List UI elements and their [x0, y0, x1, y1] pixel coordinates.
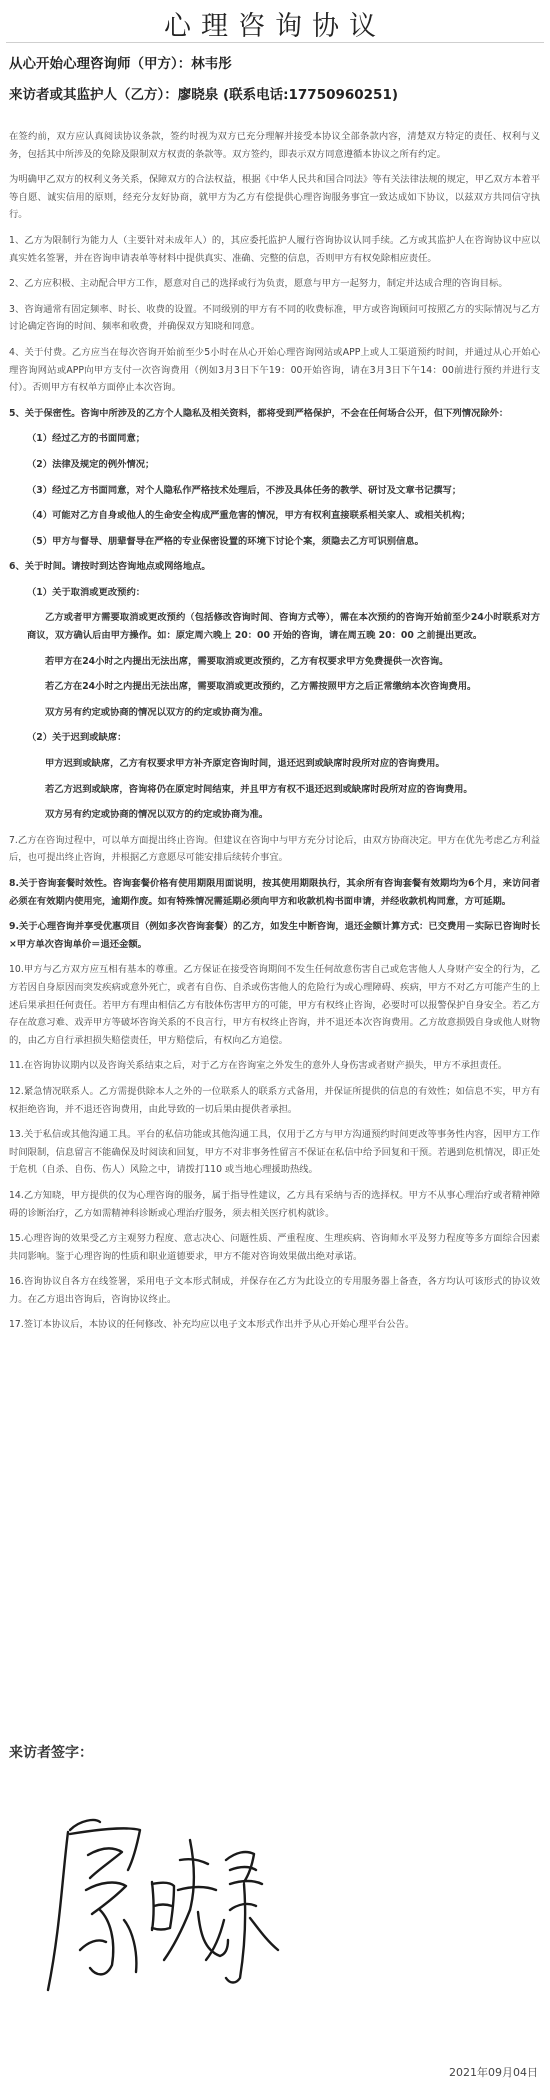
- clause-paragraph: 双方另有约定或协商的情况以双方的约定或协商为准。: [45, 809, 269, 821]
- clause-paragraph: 3、咨询通常有固定频率、时长、收费的设置。不同级别的甲方有不同的收费标准，甲方或咨询顾问可按照乙方的实际情况与乙方讨论确定咨询的时间、频率和收费，并确保双方知晓和同意。: [9, 303, 540, 333]
- clause-paragraph: 16.咨询协议自各方在线签署，采用电子文本形式制成，并保存在乙方为此设立的专用服务器上备查，各方均认可该形式的协议效力。在乙方退出咨询后，咨询协议终止。: [9, 1276, 540, 1305]
- clause-paragraph: 甲方迟到或缺席，乙方有权要求甲方补齐原定咨询时间，退还迟到或缺席时段所对应的咨询费用。: [45, 758, 445, 770]
- clause-paragraph: （5）甲方与督导、朋辈督导在严格的专业保密设置的环境下讨论个案，须隐去乙方可识别信息。: [27, 535, 424, 547]
- clause-paragraph: 14.乙方知晓，甲方提供的仅为心理咨询的服务，属于指导性建议，乙方具有采纳与否的选择权。甲方不从事心理治疗或者精神障碍的诊断治疗，乙方如需精神科诊断或心理治疗服务，须去相关医疗机构就诊。: [9, 1189, 540, 1219]
- clause-paragraph: 2、乙方应积极、主动配合甲方工作，愿意对自己的选择或行为负责，愿意与甲方一起努力，制定并达成合理的咨询目标。: [9, 278, 508, 290]
- clause-paragraph: （3）经过乙方书面同意，对个人隐私作严格技术处理后，不涉及具体任务的教学、研讨及文章书记撰写；: [27, 484, 462, 496]
- clause-paragraph: 乙方或者甲方需要取消或更改预约（包括修改咨询时间、咨询方式等），需在本次预约的咨询开始前至少24小时联系对方商议，双方确认后由甲方操作。如：原定周六晚上 20：00 开始的咨询，请在周五晚 20：00 之前提出更改。: [27, 612, 540, 642]
- clause-paragraph: 10.甲方与乙方双方应互相有基本的尊重。乙方保证在接受咨询期间不发生任何故意伤害自己或危害他人人身财产安全的行为，乙方若因自身原因而突发疾病或意外死亡，或者有自伤、自杀或伤害他人的危险行为或心理障碍、疾病，甲方不对乙方可能产生的上述后果承担任何责任。若甲方有理由相信乙方有肢体伤害甲方的可能，甲方有权终止咨询，必要时可以报警保护自身安全。若乙方存在故意习难、戏弄甲方等破坏咨询关系的不良言行，甲方有权终止咨询，并不退还本次咨询费用。乙方故意损毁自身或他人财物的，由乙方自行承担损失赔偿责任，甲方赔偿后，有权向乙方追偿。: [9, 964, 540, 1046]
- clause-paragraph: 6、关于时间。请按时到达咨询地点或网络地点。: [9, 561, 211, 573]
- clause-paragraph: 11.在咨询协议期内以及咨询关系结束之后，对于乙方在咨询室之外发生的意外人身伤害或者财产损失，甲方不承担责任。: [9, 1060, 508, 1072]
- clause-paragraph: 双方另有约定或协商的情况以双方的约定或协商为准。: [45, 706, 269, 718]
- party-a-line: 从心开始心理咨询师（甲方）：林韦彤: [9, 56, 232, 72]
- clause-paragraph: 7.乙方在咨询过程中，可以单方面提出终止咨询。但建议在咨询中与甲方充分讨论后，由双方协商决定。甲方在优先考虑乙方利益后，也可提出终止咨询，并根据乙方意愿尽可能安排后续转介事宜。: [9, 834, 540, 864]
- clause-paragraph: 12.紧急情况联系人。乙方需提供除本人之外的一位联系人的联系方式备用，并保证所提供的信息的有效性；如信息不实，甲方有权拒绝咨询，并不退还咨询费用，由此导致的一切后果由提供者承担。: [9, 1085, 540, 1115]
- clause-paragraph: （1）经过乙方的书面同意；: [27, 433, 146, 445]
- clause-paragraph: 8.关于咨询套餐时效性。咨询套餐价格有使用期限用面说明，按其使用期限执行，其余所有咨询套餐有效期均为6个月，来访问者必须在有效期内使用完，逾期作废。如有特殊情况需延期必须向甲方和收款机构书面申请，并经收款机构同意，方可延期。: [9, 878, 540, 907]
- clause-paragraph: 1、乙方为限制行为能力人（主要针对未成年人）的，其应委托监护人履行咨询协议认同手续。乙方或其监护人在咨询协议中应以真实姓名签署，并在咨询申请表单等材料中提供真实、准确、完整的信息，否则甲方有权免除相应责任。: [9, 234, 540, 264]
- clause-paragraph: 若乙方迟到或缺席，咨询将仍在原定时间结束，并且甲方有权不退还迟到或缺席时段所对应的咨询费用。: [45, 783, 473, 795]
- clause-paragraph: 若甲方在24小时之内提出无法出席，需要取消或更改预约，乙方有权要求甲方免费提供一次咨询。: [45, 655, 449, 667]
- clause-paragraph: 若乙方在24小时之内提出无法出席，需要取消或更改预约，乙方需按照甲方之后正常缴纳本次咨询费用。: [45, 681, 477, 693]
- clause-paragraph: 15.心理咨询的效果受乙方主观努力程度、意志决心、问题性质、严重程度、生理疾病、咨询师水平及努力程度等多方面综合因素共同影响。鉴于心理咨询的性质和职业道德要求，甲方不能对咨询效果做出绝对承诺。: [9, 1233, 540, 1262]
- party-b-line: 来访者或其监护人（乙方）：廖晓泉 (联系电话:17750960251): [9, 87, 399, 103]
- clause-paragraph: （1）关于取消或更改预约：: [27, 586, 146, 598]
- clause-paragraph: 为明确甲乙双方的权利义务关系，保障双方的合法权益，根据《中华人民共和国合同法》等有关法律法规的规定，甲乙双方本着平等自愿、诚实信用的原则，经充分友好协商，就甲方为乙方有偿提供心理咨询服务事宜一致达成如下协议，以兹双方共同信守执行。: [9, 174, 540, 221]
- agreement-clauses: [9, 128, 540, 1342]
- clause-paragraph: （2）法律及规定的例外情况；: [27, 458, 155, 470]
- document-title: 心理咨询协议: [164, 11, 386, 42]
- clause-paragraph: 4、关于付费。乙方应当在每次咨询开始前至少5小时在从心开始心理咨询网站或APP上或人工渠道预约时间，并通过从心开始心理咨询网站或APP向甲方支付一次咨询费用（例如3月3日下午19：00开始咨询，请在3月3日下午14：00前进行预约并进行支付）。否则甲方有权单方面停止本次咨询。: [9, 346, 540, 394]
- clause-paragraph: 5、关于保密性。咨询中所涉及的乙方个人隐私及相关资料，都将受到严格保护，不会在任何场合公开，但下列情况除外：: [9, 407, 509, 419]
- clause-paragraph: 在签约前，双方应认真阅读协议条款，签约时视为双方已充分理解并接受本协议全部条款内容，清楚双方特定的责任、权利与义务，包括其中所涉及的免除及限制双方权责的条款等。双方签约，即表示双方同意遵循本协议之所有约定。: [9, 131, 540, 160]
- signature-label: 来访者签字：: [9, 1745, 93, 1761]
- clause-paragraph: （4）可能对乙方自身或他人的生命安全构成严重危害的情况，甲方有权利直接联系相关家人、或相关机构；: [27, 510, 471, 522]
- handwritten-signature: [40, 1800, 290, 2010]
- signature-date: 2021年09月04日: [449, 2066, 538, 2079]
- clause-paragraph: 13.关于私信或其他沟通工具。平台的私信功能或其他沟通工具，仅用于乙方与甲方沟通预约时间更改等事务性内容，因甲方工作时间限制，信息留言不能确保及时阅读和回复，甲方不对非事务性留言不保证在私信中给予回复和干预。若遇到危机情况，即正处于危机（自杀、自伤、伤人）风险之中，请拨打110 或当地心理援助热线。: [9, 1129, 540, 1176]
- title-divider: [6, 42, 544, 43]
- clause-paragraph: （2）关于迟到或缺席：: [27, 732, 127, 744]
- clause-paragraph: 9.关于心理咨询并享受优惠项目（例如多次咨询套餐）的乙方，如发生中断咨询，退还金额计算方式：已交费用－实际已咨询时长×甲方单次咨询单价＝退还金额。: [9, 921, 540, 950]
- clause-paragraph: 17.签订本协议后，本协议的任何修改、补充均应以电子文本形式作出并予从心开始心理平台公告。: [9, 1319, 415, 1331]
